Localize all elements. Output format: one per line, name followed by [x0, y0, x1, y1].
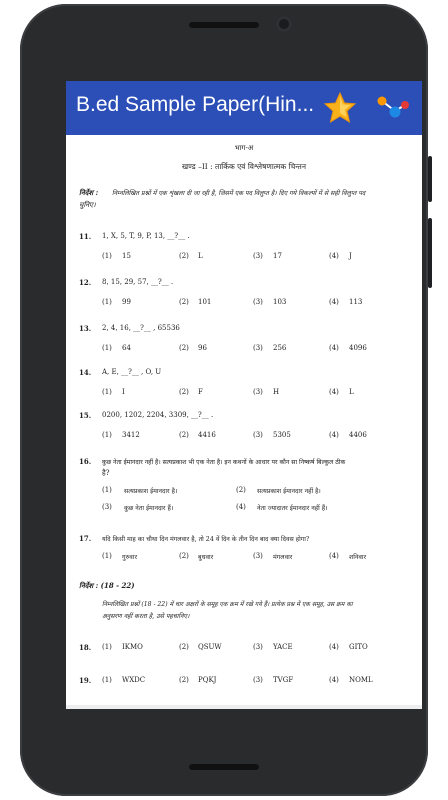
option-value: नेता ज्यादातर ईमानदार नहीं हैं। [257, 505, 328, 512]
option-label: (1) [102, 486, 112, 494]
question-number: 11. [79, 232, 92, 241]
earpiece-speaker [189, 22, 259, 28]
option-label: (2) [179, 431, 189, 439]
question-number: 13. [79, 324, 92, 333]
option-value: 15 [122, 252, 131, 260]
option-value: मंगलवार [273, 554, 293, 561]
question-text: A, E, __?__ , O, U [102, 368, 162, 376]
option-label: (4) [329, 643, 339, 651]
option-label: (4) [236, 503, 246, 511]
option-value: TVGF [273, 676, 294, 684]
question-number: 15. [79, 411, 92, 420]
question-paper-page [66, 135, 422, 709]
option-value: सत्यप्रकाश ईमानदार है। [124, 488, 178, 495]
option-value: बुधवार [198, 554, 214, 561]
option-value: J [349, 252, 352, 260]
option-label: (3) [253, 298, 263, 306]
option-label: (4) [329, 298, 339, 306]
question-number: 18. [79, 643, 92, 652]
directions-2-text-2: अनुसरण नहीं करता है, उसे पहचानिए। [102, 613, 190, 620]
option-label: (3) [253, 552, 263, 560]
option-label: (2) [179, 344, 189, 352]
option-value: 17 [273, 252, 282, 260]
page-bottom-edge [66, 705, 422, 709]
option-label: (4) [329, 431, 339, 439]
option-label: (2) [236, 486, 246, 494]
question-number: 14. [79, 368, 92, 377]
option-value: PQKJ [198, 676, 217, 684]
option-label: (2) [179, 643, 189, 651]
option-value: 113 [349, 298, 363, 306]
directions-label: निर्देश : [79, 188, 99, 197]
option-label: (1) [102, 552, 112, 560]
screen [66, 81, 422, 709]
option-label: (4) [329, 388, 339, 396]
directions-label-2: निर्देश : (18 - 22) [79, 581, 135, 590]
option-value: 3412 [122, 431, 140, 439]
front-camera [276, 16, 292, 32]
share-icon [374, 89, 412, 127]
option-label: (2) [179, 388, 189, 396]
option-value: F [198, 388, 203, 396]
favorite-button[interactable] [322, 90, 358, 126]
option-value: GITO [349, 643, 368, 651]
option-label: (2) [179, 252, 189, 260]
option-value: NOML [349, 676, 373, 684]
option-label: (3) [253, 252, 263, 260]
star-icon [322, 90, 358, 126]
question-text: 1, X, 5, T, 9, P, 13, __?__ . [102, 232, 190, 240]
app-title: B.ed Sample Paper(Hin... [76, 93, 315, 116]
option-value: 4096 [349, 344, 367, 352]
question-text: कुछ नेता ईमानदार नहीं है। सत्यप्रकाश भी एक नेता है। इन कथनों के आधार पर कौन सा निष्कर्ष बिल्कुल ठीक [102, 459, 346, 466]
question-text: 2, 4, 16, __?__ , 65536 [102, 324, 180, 332]
option-value: YACE [273, 643, 293, 651]
option-label: (2) [179, 552, 189, 560]
bottom-speaker [189, 764, 259, 770]
question-number: 17. [79, 534, 92, 543]
app-bar [66, 81, 422, 135]
option-value: L [198, 252, 203, 260]
option-label: (3) [253, 431, 263, 439]
option-value: 101 [198, 298, 212, 306]
option-label: (4) [329, 252, 339, 260]
question-text: यदि किसी माह का चौथा दिन मंगलवार है, तो 24 वें दिन के तीन दिन बाद क्या दिवस होगा? [102, 536, 310, 543]
option-label: (3) [253, 344, 263, 352]
option-value: सत्यप्रकाश ईमानदार नहीं है। [257, 488, 321, 495]
question-number: 16. [79, 457, 92, 466]
option-value: 4416 [198, 431, 216, 439]
option-value: I [122, 388, 125, 396]
directions-text-1: निम्नलिखित प्रश्नों में एक शृंखला दी जा रही है, जिसमें एक पद विलुप्त है। दिए गये विकल्पों में से सही विलुप्त पद [112, 190, 366, 197]
question-number: 12. [79, 278, 92, 287]
option-label: (4) [329, 552, 339, 560]
power-button [428, 156, 432, 202]
option-value: 103 [273, 298, 287, 306]
option-label: (2) [179, 298, 189, 306]
volume-button [428, 218, 432, 288]
option-value: 4406 [349, 431, 367, 439]
directions-2-text-1: निम्नलिखित प्रश्नों (18 - 22) में चार अक्षरों के समूह एक क्रम में रखे गये हैं। प्रत्येक प्रश्न में एक समूह, उस क्रम का [102, 601, 353, 608]
option-value: 256 [273, 344, 287, 352]
option-label: (3) [253, 643, 263, 651]
share-button[interactable] [374, 89, 412, 127]
part-heading: भाग-अ [234, 144, 254, 152]
option-label: (1) [102, 298, 112, 306]
question-number: 19. [79, 676, 92, 685]
question-text-cont: है? [102, 469, 110, 477]
option-label: (3) [253, 676, 263, 684]
option-label: (1) [102, 431, 112, 439]
option-value: QSUW [198, 643, 222, 651]
section-heading: खण्ड –II : तार्किक एवं विश्लेषणात्मक चिन्तन [181, 162, 306, 171]
option-value: गुरुवार [122, 554, 138, 561]
option-value: 5305 [273, 431, 291, 439]
option-value: शनिवार [349, 554, 367, 561]
option-label: (3) [253, 388, 263, 396]
option-label: (1) [102, 388, 112, 396]
option-label: (1) [102, 252, 112, 260]
question-text: 0200, 1202, 2204, 3309, __?__ . [102, 411, 214, 419]
option-value: WXDC [122, 676, 146, 684]
option-value: 96 [198, 344, 207, 352]
option-value: H [273, 388, 280, 396]
directions-text-2: चुनिए। [79, 201, 96, 209]
option-value: 99 [122, 298, 131, 306]
option-label: (4) [329, 676, 339, 684]
option-label: (3) [102, 503, 112, 511]
option-value: IKMO [122, 643, 143, 651]
phone-frame [20, 4, 428, 796]
option-label: (1) [102, 643, 112, 651]
option-value: L [349, 388, 354, 396]
option-value: कुछ नेता ईमानदार हैं। [124, 505, 174, 512]
option-label: (1) [102, 676, 112, 684]
question-text: 8, 15, 29, 57, __?__ . [102, 278, 174, 286]
option-label: (2) [179, 676, 189, 684]
option-label: (1) [102, 344, 112, 352]
option-label: (4) [329, 344, 339, 352]
option-value: 64 [122, 344, 131, 352]
